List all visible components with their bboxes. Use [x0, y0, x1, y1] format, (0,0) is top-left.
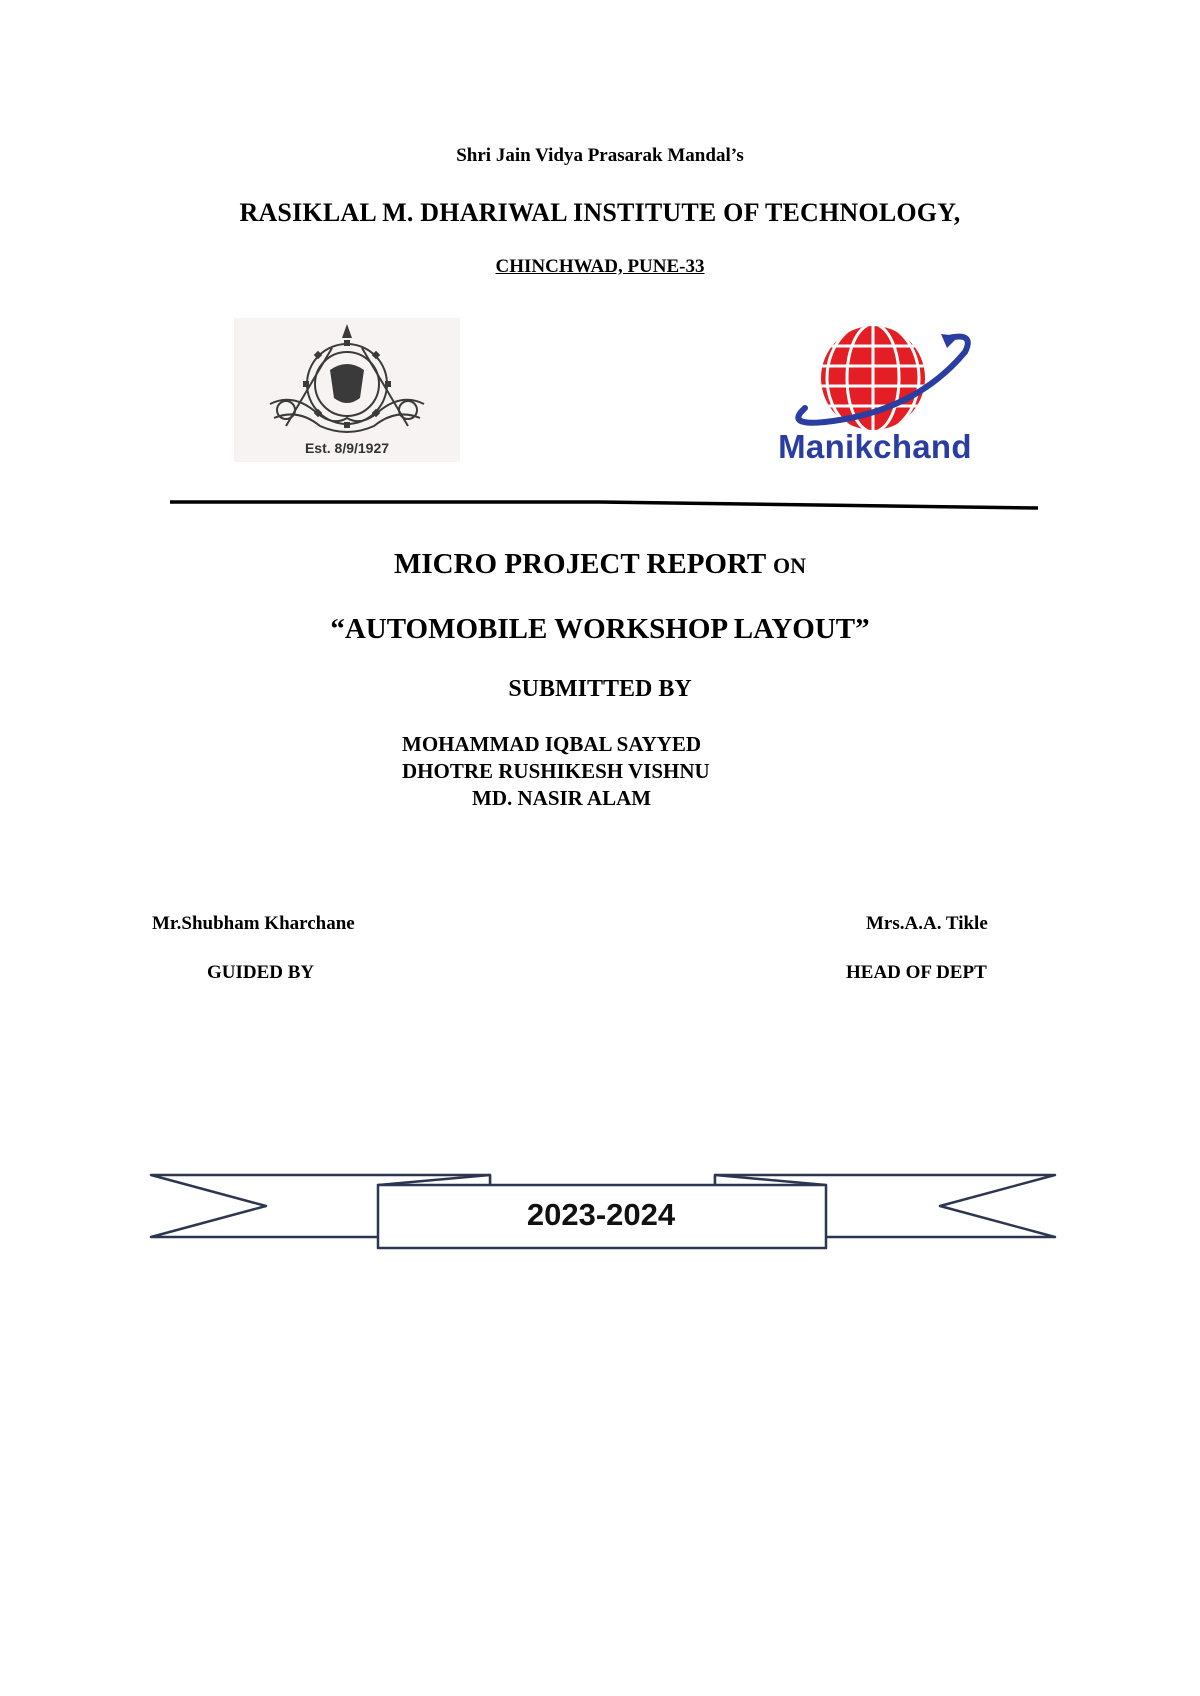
institute-name: RASIKLAL M. DHARIWAL INSTITUTE OF TECHNOLOGY, [239, 198, 961, 227]
society-name: Shri Jain Vidya Prasarak Mandal’s [456, 145, 744, 166]
institute-location: CHINCHWAD, PUNE-33 [495, 256, 705, 277]
guide-name: Mr.Shubham Kharchane [152, 913, 355, 934]
header-divider [0, 494, 1200, 514]
submitted-by-label: SUBMITTED BY [508, 676, 692, 702]
student-name: MOHAMMAD IQBAL SAYYED [402, 732, 702, 756]
report-heading-text: MICRO PROJECT REPORT [394, 548, 766, 580]
brand-name: Manikchand [778, 428, 972, 465]
globe-icon [765, 322, 985, 432]
academic-year: 2023-2024 [526, 1197, 676, 1232]
manikchand-logo [765, 322, 985, 474]
student-name: MD. NASIR ALAM [472, 786, 652, 810]
student-name: DHOTRE RUSHIKESH VISHNU [402, 759, 710, 783]
student-list [402, 731, 710, 812]
logo-caption: Est. 8/9/1927 [304, 440, 390, 456]
report-heading [0, 548, 1200, 581]
project-title: “AUTOMOBILE WORKSHOP LAYOUT” [330, 613, 870, 645]
hod-role: HEAD OF DEPT [846, 962, 987, 983]
hod-name: Mrs.A.A. Tikle [866, 913, 988, 934]
institute-logo [234, 318, 460, 462]
report-heading-suffix: ON [772, 553, 806, 578]
guide-role: GUIDED BY [207, 962, 315, 983]
